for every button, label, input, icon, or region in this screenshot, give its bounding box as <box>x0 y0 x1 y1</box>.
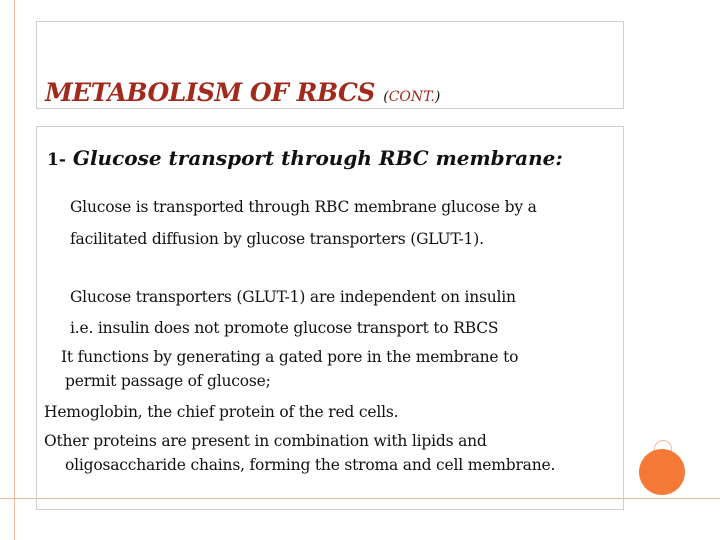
decorative-orange-circle <box>639 449 685 495</box>
paragraph-line-5: It functions by generating a gated pore in the membrane to <box>61 348 519 366</box>
cont-text: CONT. <box>388 89 435 105</box>
paragraph-line-6: permit passage of glucose; <box>65 372 271 390</box>
slide-title-cont <box>383 89 440 105</box>
cont-close-paren: ) <box>434 89 441 105</box>
paragraph-line-7: Hemoglobin, the chief protein of the red cells. <box>44 403 399 421</box>
section-heading <box>47 146 563 170</box>
content-box <box>36 126 624 510</box>
cont-open-paren: ( <box>383 89 389 105</box>
slide-title <box>45 78 440 107</box>
paragraph-line-3: Glucose transporters (GLUT-1) are independent on insulin <box>70 288 516 306</box>
section-number: 1- <box>47 150 66 170</box>
section-heading-text: Glucose transport through RBC membrane: <box>72 146 563 170</box>
paragraph-line-1: Glucose is transported through RBC membrane glucose by a <box>70 198 537 216</box>
title-box <box>36 21 624 109</box>
decorative-vertical-line <box>14 0 15 540</box>
paragraph-line-4: i.e. insulin does not promote glucose transport to RBCS <box>70 319 499 337</box>
slide-title-main: METABOLISM OF RBCS <box>45 78 375 107</box>
paragraph-line-9: oligosaccharide chains, forming the stroma and cell membrane. <box>65 456 556 474</box>
paragraph-line-8: Other proteins are present in combination with lipids and <box>44 432 487 450</box>
paragraph-line-2: facilitated diffusion by glucose transporters (GLUT-1). <box>70 230 484 248</box>
